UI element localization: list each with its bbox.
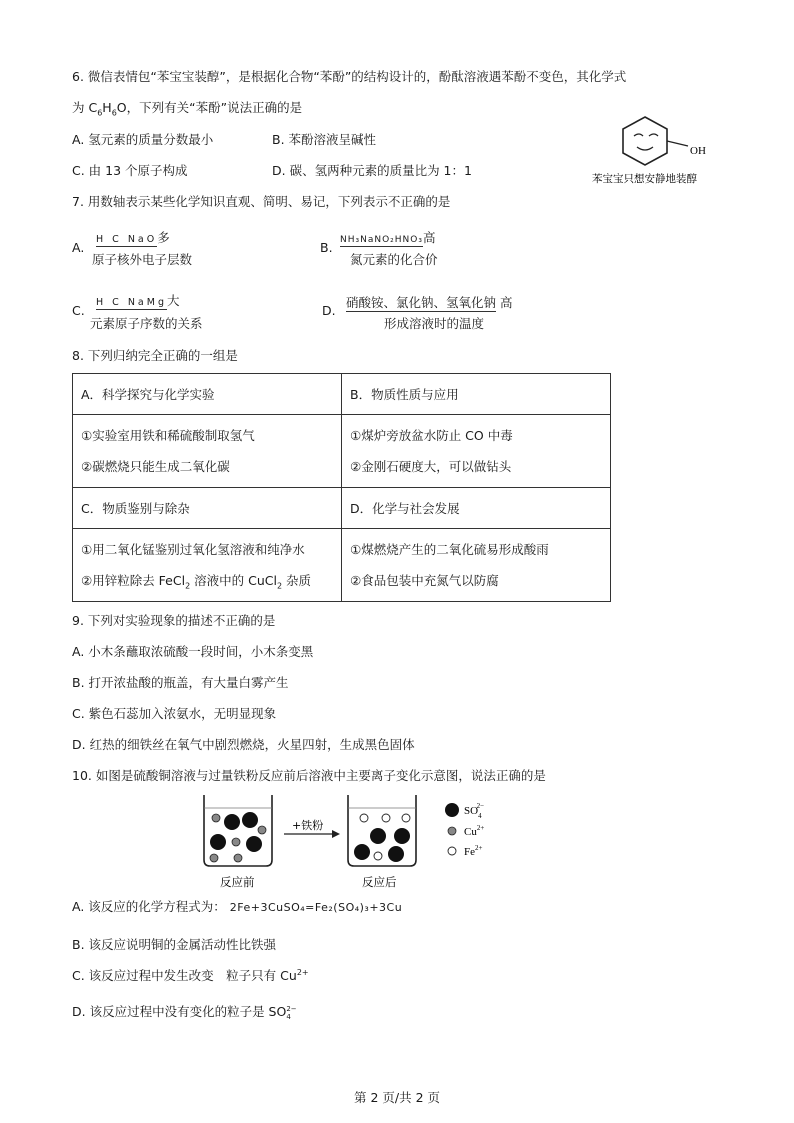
q7-c-caption: 元素原子序数的关系: [90, 316, 203, 331]
arrow-label: +铁粉: [292, 819, 324, 832]
cu-ion-icon: [258, 826, 266, 834]
q9-option-d: D. 红热的细铁丝在氧气中剧烈燃烧，火星四射，生成黑色固体: [72, 737, 415, 752]
q10-option-c: C. 该反应过程中发生改变 粒子只有 $Cu^{2+}$: [72, 967, 309, 983]
q7-d-axis: 硝酸铵、氯化钠、氢氧化钠 高: [346, 295, 513, 310]
q8-a-head: A．科学探究与化学实验: [73, 374, 342, 415]
q7-stem: 7. 用数轴表示某些化学知识直观、简明、易记，下列表示不正确的是: [72, 194, 451, 209]
cu-ion-icon: [212, 814, 220, 822]
sulfate-ion-icon: [242, 812, 258, 828]
q8-c-body: ①用二氧化锰鉴别过氧化氢溶液和纯净水 ②用锌粒除去 FeCl$_2$ 溶液中的 CuCl$_2$ 杂质: [73, 529, 342, 602]
q7-b-caption: 氮元素的化合价: [350, 252, 438, 267]
fe-ion-icon: [360, 814, 368, 822]
legend-cu-icon: [448, 827, 456, 835]
face-eyes-icon: [634, 134, 658, 136]
q8-a-body: ①实验室用铁和稀硫酸制取氢气 ②碳燃烧只能生成二氧化碳: [73, 415, 342, 488]
after-label: 反应后: [362, 875, 397, 889]
q9-stem: 9. 下列对实验现象的描述不正确的是: [72, 613, 276, 628]
sulfate-ion-icon: [210, 834, 226, 850]
q7-a-caption: 原子核外电子层数: [92, 252, 193, 267]
q6-option-d: D. 碳、氢两种元素的质量比为 1：1: [272, 163, 472, 178]
sulfate-ion-icon: [370, 828, 386, 844]
q7-d-label: D.: [322, 303, 336, 318]
phenol-emoji-figure: [588, 110, 728, 193]
q7-c-axis: H C NaMg大: [96, 293, 180, 308]
q9-option-c: C. 紫色石蕊加入浓氨水，无明显现象: [72, 706, 277, 721]
oh-label: OH: [690, 145, 706, 157]
q9-option-b: B. 打开浓盐酸的瓶盖，有大量白雾产生: [72, 675, 289, 690]
q8-c-head: C．物质鉴别与除杂: [73, 488, 342, 529]
sulfate-ion-icon: [354, 844, 370, 860]
sulfate-ion-icon: [394, 828, 410, 844]
benzene-ring-icon: [623, 117, 667, 165]
q10-stem: 10. 如图是硫酸铜溶液与过量铁粉反应前后溶液中主要离子变化示意图，说法正确的是: [72, 768, 546, 783]
q7-c-label: C.: [72, 303, 85, 318]
fe-ion-icon: [374, 852, 382, 860]
face-smile-icon: [637, 147, 653, 150]
legend-sulfate: $SO_42-$: [464, 802, 485, 820]
q8-d-head: D．化学与社会发展: [342, 488, 611, 529]
q10-option-d: D. 该反应过程中没有变化的粒子是 SO 2− 4: [72, 1004, 297, 1021]
q7-a-label: A.: [72, 240, 85, 255]
q10-option-b: B. 该反应说明铜的金属活动性比铁强: [72, 937, 277, 952]
q7-a-axis: H C NaO多: [96, 230, 170, 245]
q10-option-a: A. 该反应的化学方程式为： 2Fe+3CuSO₄=Fe₂(SO₄)₃+3Cu: [72, 899, 403, 914]
legend-fe-icon: [448, 847, 456, 855]
cu-ion-icon: [232, 838, 240, 846]
legend-fe: $Fe^{2+}$: [464, 844, 483, 858]
q8-table: [72, 373, 611, 602]
before-label: 反应前: [220, 875, 255, 889]
q8-b-head: B．物质性质与应用: [342, 374, 611, 415]
q6-stem-line2: 为 $C_6H_6O$，下列有关“苯酚”说法正确的是: [72, 100, 303, 118]
q7-b-axis: NH₃NaNO₂HNO₃高: [340, 230, 436, 245]
sulfate-ion-icon: [388, 846, 404, 862]
fe-ion-icon: [402, 814, 410, 822]
ion-change-diagram: [196, 790, 516, 893]
q6-option-a: A. 氢元素的质量分数最小: [72, 132, 214, 147]
q6-stem-line1: 6. 微信表情包“苯宝宝装醇”，是根据化合物“苯酚”的结构设计的，酚酞溶液遇苯酚不变色，其化学式: [72, 69, 627, 84]
legend-sulfate-icon: [445, 803, 459, 817]
sulfate-ion-icon: [224, 814, 240, 830]
q8-b-body: ①煤炉旁放盆水防止 CO 中毒 ②金刚石硬度大，可以做钻头: [342, 415, 611, 488]
q6-option-c: C. 由 13 个原子构成: [72, 163, 188, 178]
sulfate-ion-icon: [246, 836, 262, 852]
q7-d-caption: 形成溶液时的温度: [384, 316, 485, 331]
q8-d-body: ①煤燃烧产生的二氧化硫易形成酸雨 ②食品包装中充氮气以防腐: [342, 529, 611, 602]
q9-option-a: A. 小木条蘸取浓硫酸一段时间，小木条变黑: [72, 644, 314, 659]
q7-b-label: B.: [320, 240, 333, 255]
cu-ion-icon: [234, 854, 242, 862]
page-footer: 第 2 页/共 2 页: [353, 1090, 440, 1105]
cu-ion-icon: [210, 854, 218, 862]
emoji-caption: 苯宝宝只想安静地装醇: [592, 173, 697, 185]
q6-option-b: B. 苯酚溶液呈碱性: [272, 132, 377, 147]
fe-ion-icon: [382, 814, 390, 822]
q8-stem: 8. 下列归纳完全正确的一组是: [72, 348, 238, 363]
legend-cu: $Cu^{2+}$: [464, 824, 485, 838]
